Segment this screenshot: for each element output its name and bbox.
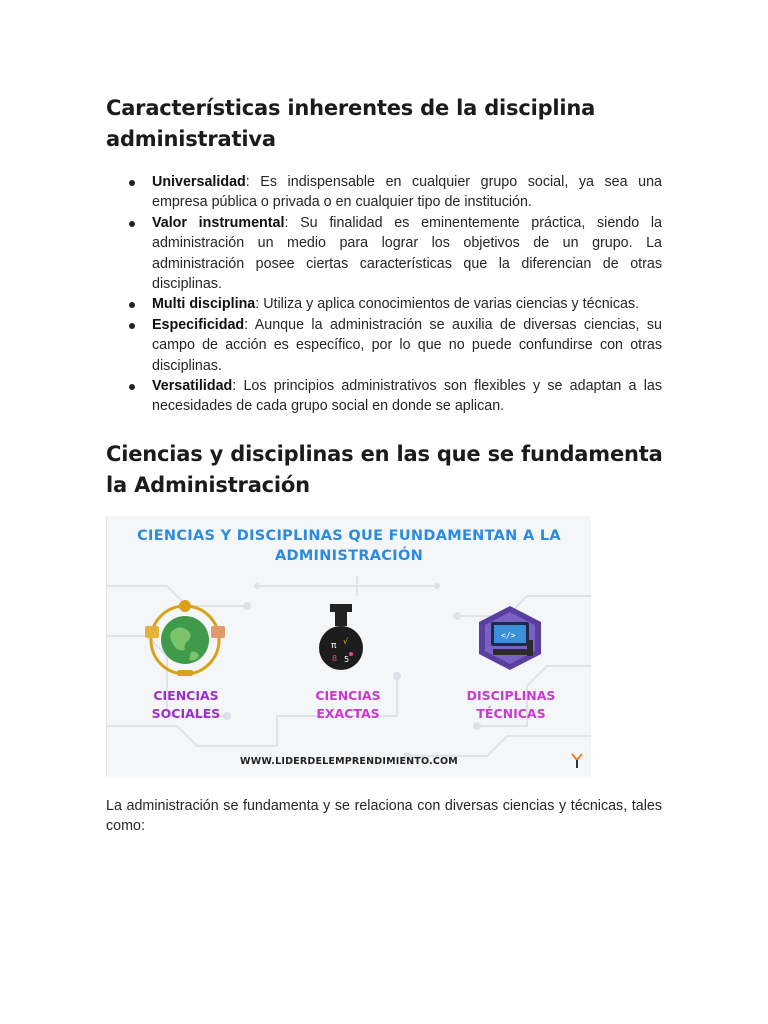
computer-icon [475,604,545,672]
bullet-icon [129,302,135,308]
item-term: Versatilidad [152,378,233,395]
infographic-title-line2: ADMINISTRACIÓN [274,548,424,564]
category-label-exact [288,687,408,723]
item-text: : Utiliza y aplica conocimientos de varias ciencias y técnicas. [255,296,640,313]
infographic-title-line1: CIENCIAS Y DISCIPLINAS QUE FUNDAMENTAN A LA [137,528,561,544]
body-paragraph: La administración se fundamenta y se relaciona con diversas ciencias y técnicas, tales como: [106,798,662,835]
brand-logo-icon [571,752,583,770]
svg-text:</>: </> [501,631,516,640]
section-heading-sciences: Ciencias y disciplinas en las que se fundamenta la Administración [106,442,663,497]
list-item [106,213,662,295]
flask-icon [318,604,364,674]
section-heading-characteristics: Características inherentes de la disciplina administrativa [106,96,596,151]
svg-text:5: 5 [344,655,350,664]
item-text: : Su finalidad es eminentemente práctica, siendo la administración un medio para lograr los objetivos de un grupo. La administración posee ciertas características que la diferencian de otras disciplinas. [152,214,662,293]
item-term: Especificidad [152,316,245,333]
list-item [106,376,662,417]
category-line1: CIENCIAS [315,688,381,703]
svg-text:√: √ [343,637,349,646]
list-item [106,315,662,376]
globe-icon [143,598,227,678]
item-text: : Los principios administrativos son flexibles y se adaptan a las necesidades de cada grupo social en donde se aplican. [152,378,662,415]
bullet-icon [129,180,135,186]
infographic-url: WWW.LIDERDELEMPRENDIMIENTO.COM [240,756,458,767]
category-label-technical [451,687,571,723]
svg-text:π: π [331,641,337,651]
characteristics-list [106,172,662,417]
category-line1: CIENCIAS [153,688,219,703]
bullet-icon [129,323,135,329]
item-text: : Es indispensable en cualquier grupo social, ya sea una empresa pública o privada o en cualquier tipo de institución. [152,174,662,211]
bullet-icon [129,221,135,227]
list-item [106,172,662,213]
category-line2: SOCIALES [151,706,221,721]
svg-text:8: 8 [332,654,338,663]
list-item [106,294,662,314]
item-text: : Aunque la administración se auxilia de diversas ciencias, su campo de acción es específico, por lo que no puede confundirse con otras disciplinas. [152,316,662,374]
infographic-image [106,516,591,777]
item-term: Multi disciplina [152,296,256,313]
category-line2: TÉCNICAS [476,706,546,721]
item-term: Universalidad [152,174,246,190]
bullet-icon [129,384,135,390]
category-line1: DISCIPLINAS [466,688,556,703]
item-term: Valor instrumental [152,214,285,231]
category-line2: EXACTAS [316,706,380,721]
category-label-social [126,687,246,723]
